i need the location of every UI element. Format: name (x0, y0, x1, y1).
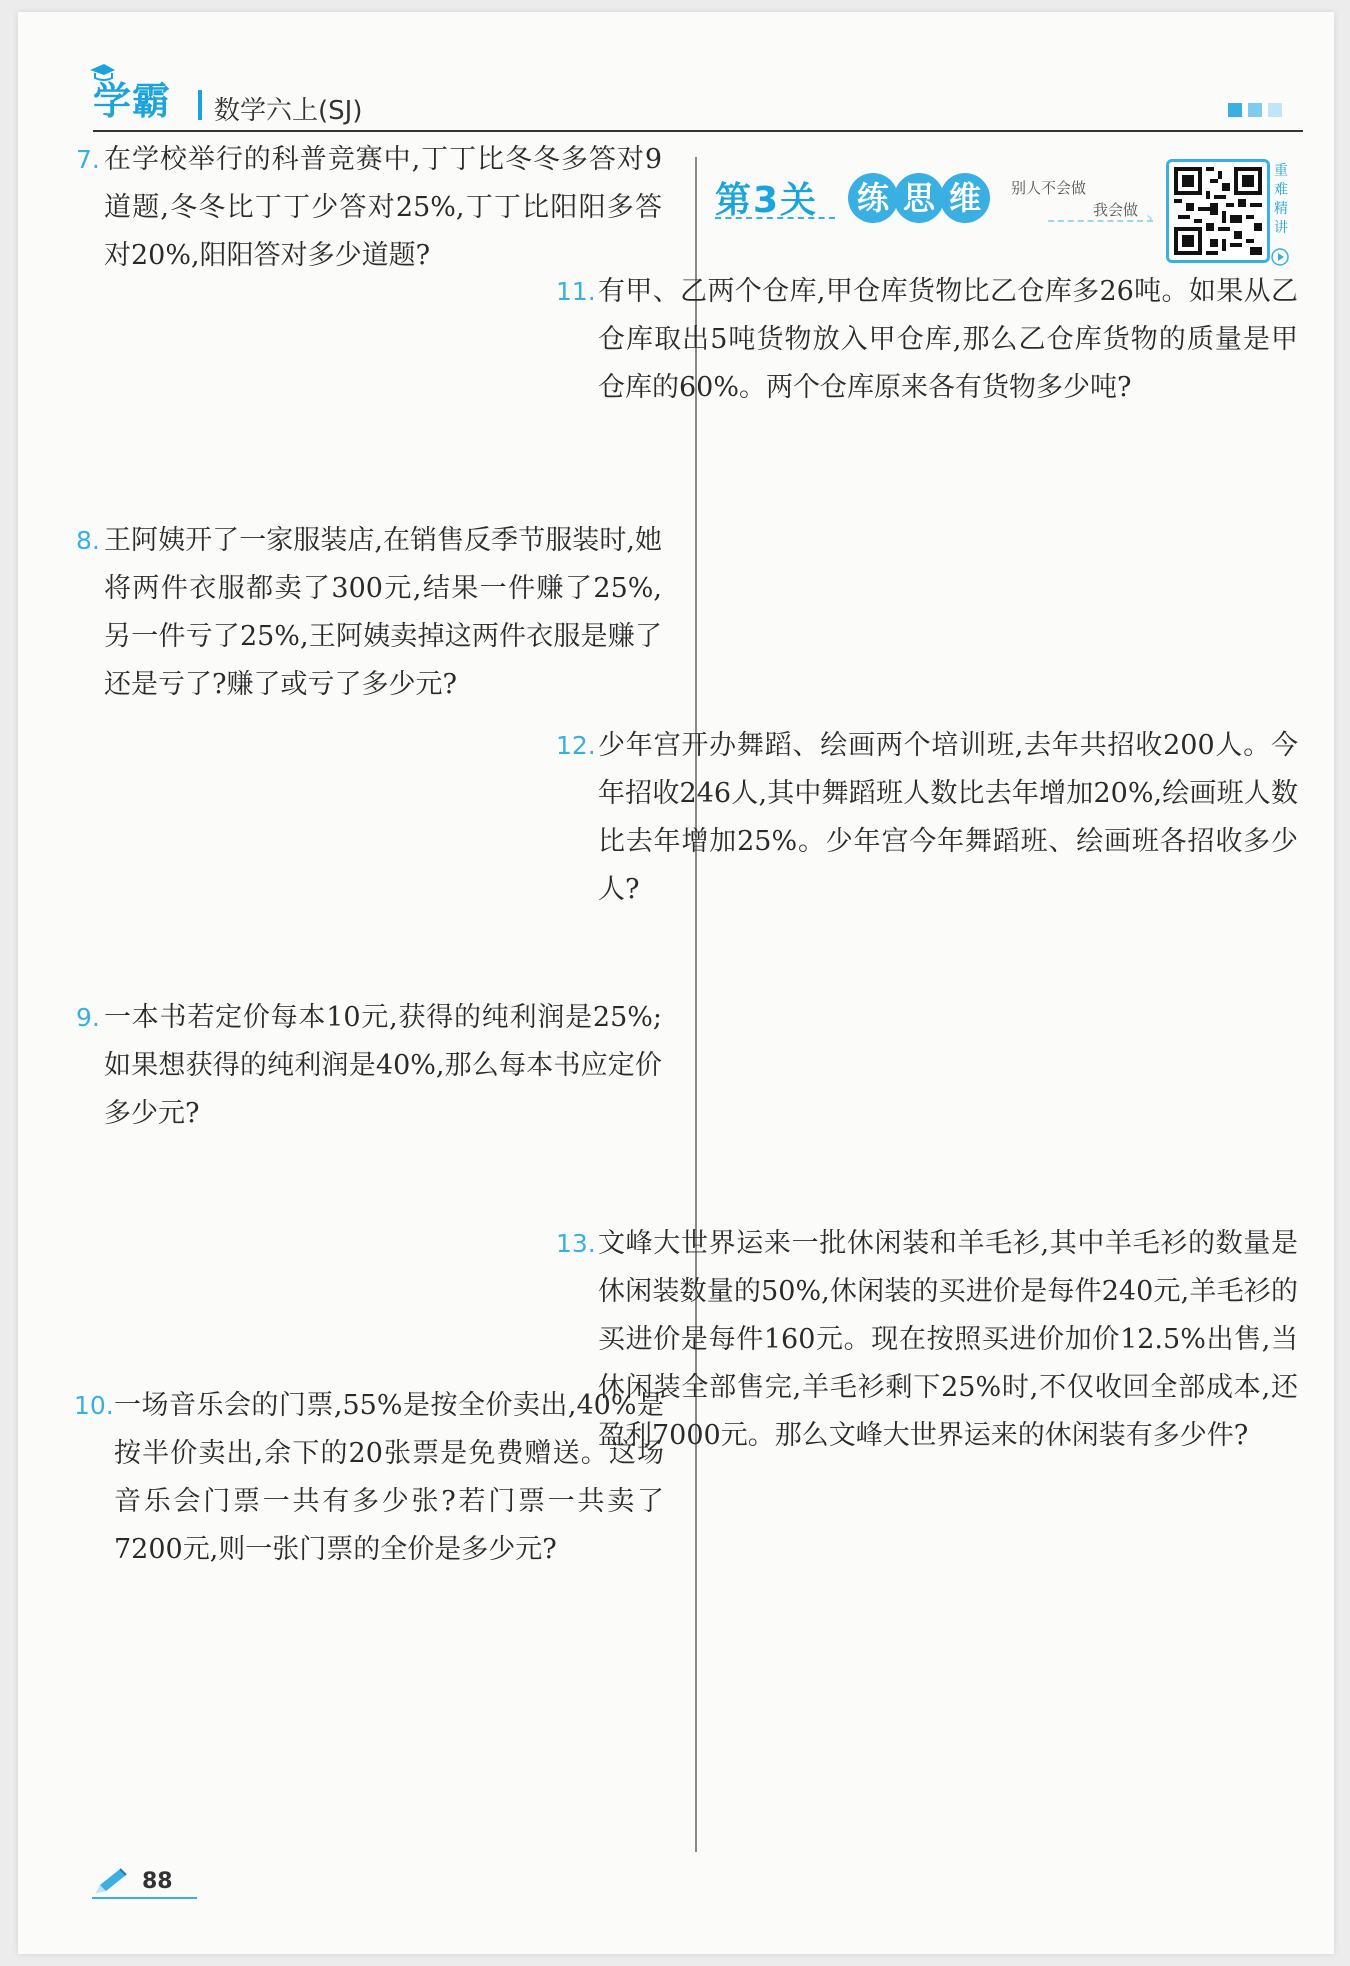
problem-number: 11. (556, 277, 596, 306)
problem-number: 8. (76, 526, 100, 555)
header-decoration (1228, 103, 1282, 117)
problem-text: 文峰大世界运来一批休闲装和羊毛衫,其中羊毛衫的数量是休闲装数量的50%,休闲装的买进价是每件240元,羊毛衫的买进价是每件160元。现在按照买进价加价12.5%出售,当休闲装全部售完,羊毛衫剩下25%时,不仅收回全部成本,还盈利7000元。那么文峰大世界运来的休闲装有多少件? (598, 1228, 1298, 1451)
play-icon (1271, 248, 1289, 266)
problem-number: 13. (556, 1229, 596, 1258)
qr-code[interactable] (1166, 159, 1270, 263)
slogan-dashline (1048, 220, 1153, 222)
problem-12 (556, 722, 1298, 914)
page-number: 88 (142, 1869, 173, 1894)
problem-7 (76, 136, 662, 280)
book-subject: 数学六上(SJ) (214, 96, 363, 126)
problem-13 (556, 1220, 1298, 1460)
section-underline (715, 217, 835, 219)
section-bubbles (848, 173, 986, 223)
problem-number: 12. (556, 731, 596, 760)
problem-8 (76, 517, 662, 709)
qr-caption: 重 难 精 讲 (1274, 163, 1288, 236)
problem-text: 一场音乐会的门票,55%是按全价卖出,40%是按半价卖出,余下的20张票是免费赠送。这场音乐会门票一共有多少张?若门票一共卖了7200元,则一张门票的全价是多少元? (114, 1390, 664, 1565)
problem-number: 10. (74, 1391, 114, 1420)
pencil-icon (92, 1867, 132, 1897)
problem-text: 一本书若定价每本10元,获得的纯利润是25%;如果想获得的纯利润是40%,那么每本书应定价多少元? (104, 1002, 662, 1129)
section-slogan: 别人不会做 (1011, 179, 1087, 197)
footer-rule (92, 1897, 197, 1899)
problem-text: 少年宫开办舞蹈、绘画两个培训班,去年共招收200人。今年招收246人,其中舞蹈班人数比去年增加20%,绘画班人数比去年增加25%。少年宫今年舞蹈班、绘画班各招收多少人? (598, 730, 1298, 905)
section-level-title: 第3关 (715, 180, 819, 221)
problem-number: 7. (76, 145, 100, 174)
arrow-right-icon: › (1146, 208, 1154, 229)
section-slogan: 我会做 (1093, 201, 1139, 219)
workbook-page (18, 12, 1334, 1954)
qr-code-icon (1174, 167, 1262, 255)
problem-text: 王阿姨开了一家服装店,在销售反季节服装时,她将两件衣服都卖了300元,结果一件赚了25%,另一件亏了25%,王阿姨卖掉这两件衣服是赚了还是亏了?赚了或亏了多少元? (104, 525, 662, 700)
section-bubble: 维 (940, 173, 990, 223)
problem-text: 在学校举行的科普竞赛中,丁丁比冬冬多答对9道题,冬冬比丁丁少答对25%,丁丁比阳阳多答对20%,阳阳答对多少道题? (104, 144, 662, 271)
problem-9 (76, 994, 662, 1138)
header-rule (93, 130, 1303, 132)
section-bubble: 练 (848, 173, 898, 223)
problem-text: 有甲、乙两个仓库,甲仓库货物比乙仓库多26吨。如果从乙仓库取出5吨货物放入甲仓库,那么乙仓库货物的质量是甲仓库的60%。两个仓库原来各有货物多少吨? (598, 276, 1298, 403)
header-separator (198, 90, 202, 120)
problem-11-body (556, 268, 1298, 412)
problem-number: 9. (76, 1003, 100, 1032)
section-bubble: 思 (894, 173, 944, 223)
brand-logo: 学霸 (93, 79, 172, 123)
